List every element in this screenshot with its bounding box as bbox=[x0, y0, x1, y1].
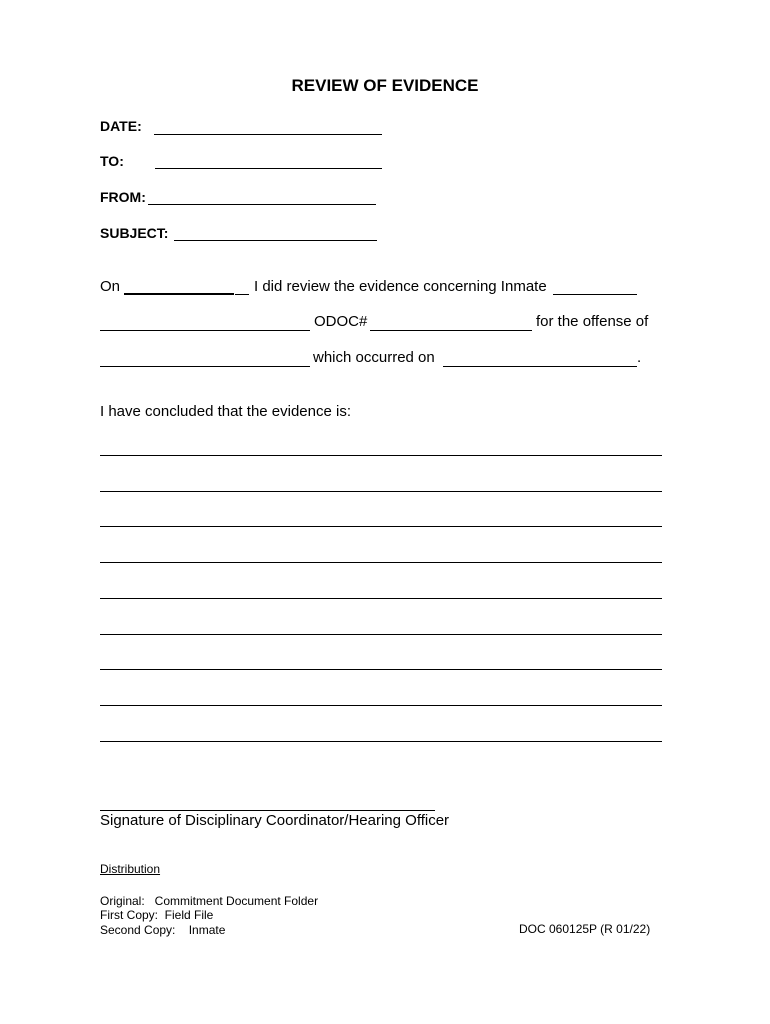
occurred-date-field[interactable] bbox=[443, 366, 637, 367]
to-label: TO: bbox=[100, 153, 124, 169]
signature-label: Signature of Disciplinary Coordinator/Hearing Officer bbox=[100, 812, 450, 829]
odoc-number-field[interactable] bbox=[370, 330, 532, 331]
review-date-field-tail bbox=[235, 294, 249, 295]
distribution-heading: Distribution bbox=[100, 862, 161, 876]
conclusion-line[interactable] bbox=[100, 491, 662, 492]
conclusion-label: I have concluded that the evidence is: bbox=[100, 403, 352, 420]
signature-line[interactable] bbox=[100, 810, 435, 811]
distribution-original: Original: Commitment Document Folder bbox=[100, 894, 319, 908]
review-text: I did review the evidence concerning Inmate bbox=[254, 278, 547, 295]
subject-field[interactable] bbox=[174, 240, 377, 241]
conclusion-line[interactable] bbox=[100, 526, 662, 527]
offense-field[interactable] bbox=[100, 366, 310, 367]
conclusion-line[interactable] bbox=[100, 741, 662, 742]
subject-label: SUBJECT: bbox=[100, 225, 169, 241]
conclusion-line[interactable] bbox=[100, 562, 662, 563]
date-field[interactable] bbox=[154, 134, 382, 135]
date-label: DATE: bbox=[100, 118, 142, 134]
offense-text: for the offense of bbox=[536, 313, 649, 330]
inmate-name-continued-field[interactable] bbox=[100, 330, 310, 331]
page-title: REVIEW OF EVIDENCE bbox=[291, 76, 479, 95]
from-label: FROM: bbox=[100, 189, 146, 205]
inmate-name-field[interactable] bbox=[553, 294, 637, 295]
conclusion-line[interactable] bbox=[100, 634, 662, 635]
conclusion-line[interactable] bbox=[100, 669, 662, 670]
odoc-label: ODOC# bbox=[314, 313, 368, 330]
to-field[interactable] bbox=[155, 168, 382, 169]
occurred-text: which occurred on bbox=[313, 349, 435, 366]
conclusion-line[interactable] bbox=[100, 598, 662, 599]
on-label: On bbox=[100, 278, 121, 295]
from-field[interactable] bbox=[148, 204, 376, 205]
end-period: . bbox=[637, 349, 642, 366]
distribution-first-copy: First Copy: Field File bbox=[100, 908, 214, 922]
review-date-field[interactable] bbox=[124, 293, 234, 295]
distribution-second-copy: Second Copy: Inmate bbox=[100, 923, 226, 937]
form-number: DOC 060125P (R 01/22) bbox=[519, 922, 651, 936]
conclusion-line[interactable] bbox=[100, 705, 662, 706]
conclusion-line[interactable] bbox=[100, 455, 662, 456]
